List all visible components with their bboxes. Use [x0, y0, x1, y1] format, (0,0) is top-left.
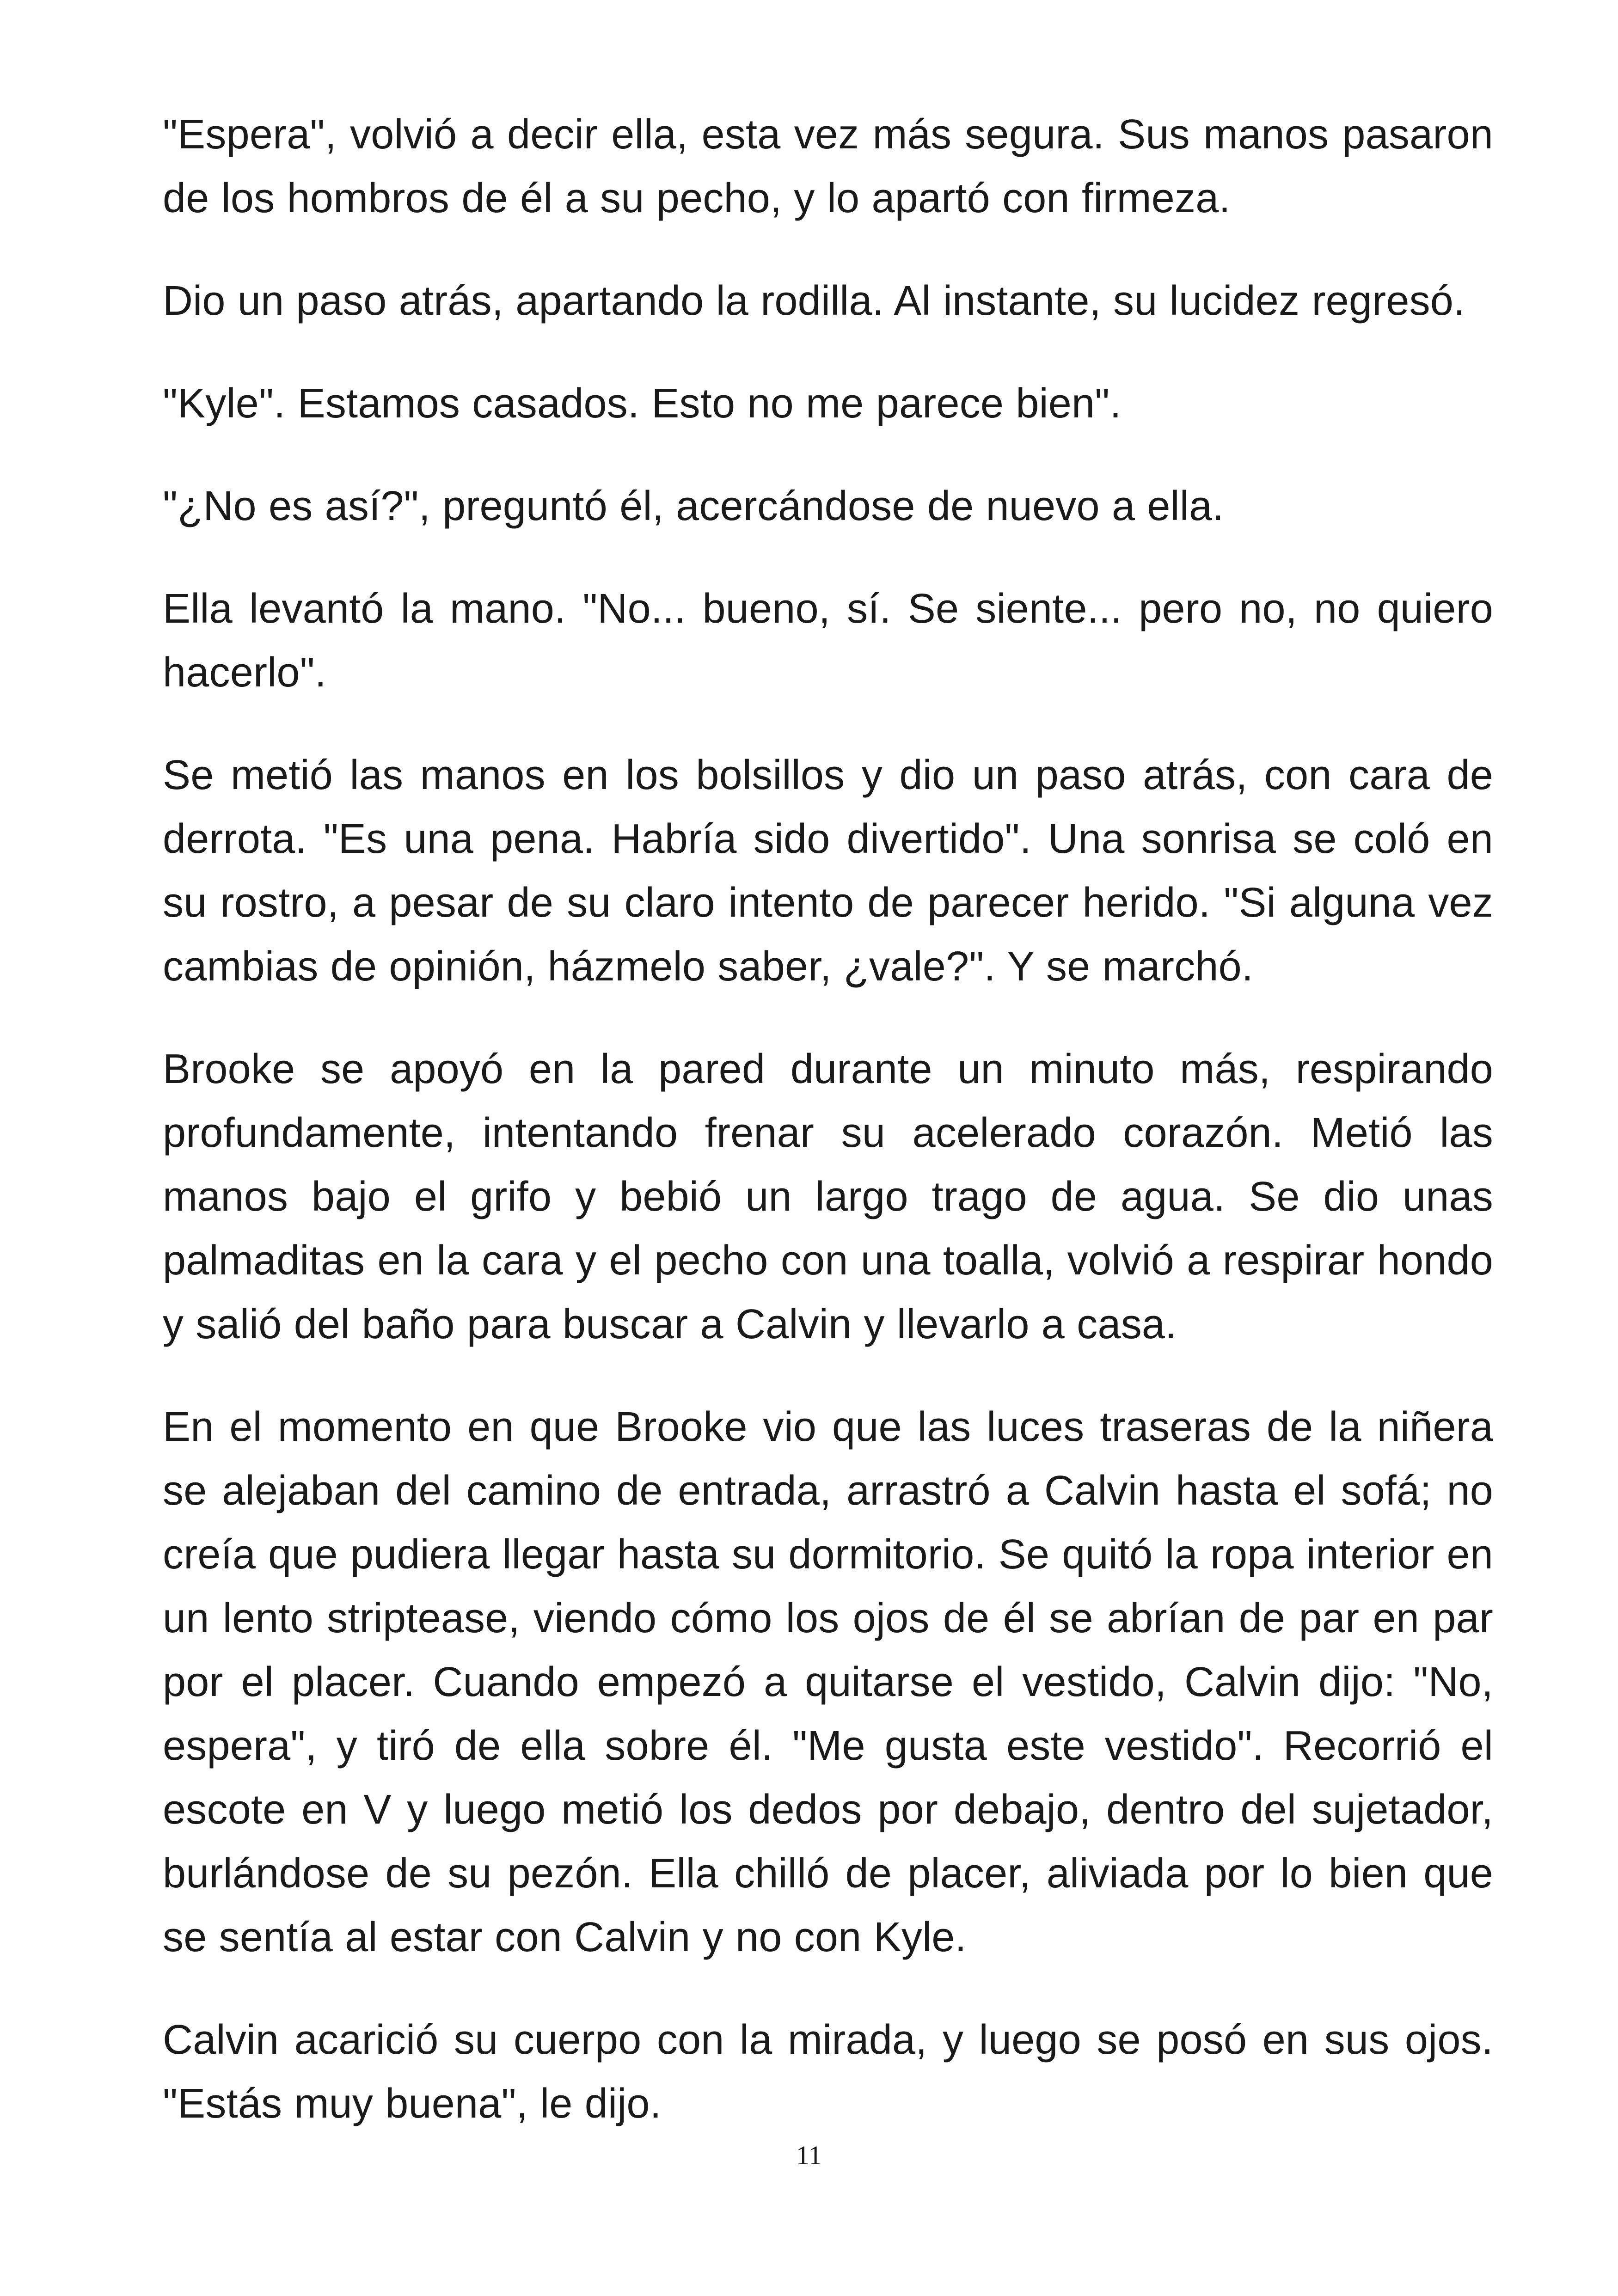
paragraph: Se metió las manos en los bolsillos y dio un paso atrás, con cara de derrota. "Es una pena. Habría sido divertido". Una sonrisa se coló en su rostro, a pesar de su claro intento de parecer herido. "Si alguna vez cambias de opinión, házmelo saber, ¿vale?". Y se marchó.	[163, 752, 1493, 990]
page-body	[163, 103, 1493, 2136]
paragraph: "¿No es así?", preguntó él, acercándose de nuevo a ella.	[163, 483, 1224, 529]
paragraph: Ella levantó la mano. "No... bueno, sí. Se siente... pero no, no quiero hacerlo".	[163, 586, 1493, 696]
paragraph: Dio un paso atrás, apartando la rodilla. Al instante, su lucidez regresó.	[163, 278, 1465, 324]
paragraph: Brooke se apoyó en la pared durante un minuto más, respirando profundamente, intentando frenar su acelerado corazón. Metió las manos bajo el grifo y bebió un largo trago de agua. Se dio unas palmaditas en la cara y el pecho con una toalla, volvió a respirar hondo y salió del baño para buscar a Calvin y llevarlo a casa.	[163, 1046, 1493, 1347]
paragraph: En el momento en que Brooke vio que las luces traseras de la niñera se alejaban del camino de entrada, arrastró a Calvin hasta el sofá; no creía que pudiera llegar hasta su dormitorio. Se quitó la ropa interior en un lento striptease, viendo cómo los ojos de él se abrían de par en par por el placer. Cuando empezó a quitarse el vestido, Calvin dijo: "No, espera", y tiró de ella sobre él. "Me gusta este vestido". Recorrió el escote en V y luego metió los dedos por debajo, dentro del sujetador, burlándose de su pezón. Ella chilló de placer, aliviada por lo bien que se sentía al estar con Calvin y no con Kyle.	[163, 1404, 1493, 1960]
paragraph: "Kyle". Estamos casados. Esto no me parece bien".	[163, 380, 1122, 427]
paragraph: "Espera", volvió a decir ella, esta vez más segura. Sus manos pasaron de los hombros de él a su pecho, y lo apartó con firmeza.	[163, 111, 1493, 221]
paragraph: Calvin acarició su cuerpo con la mirada, y luego se posó en sus ojos. "Estás muy buena", le dijo.	[163, 2017, 1493, 2127]
page-number: 11	[796, 2140, 822, 2170]
